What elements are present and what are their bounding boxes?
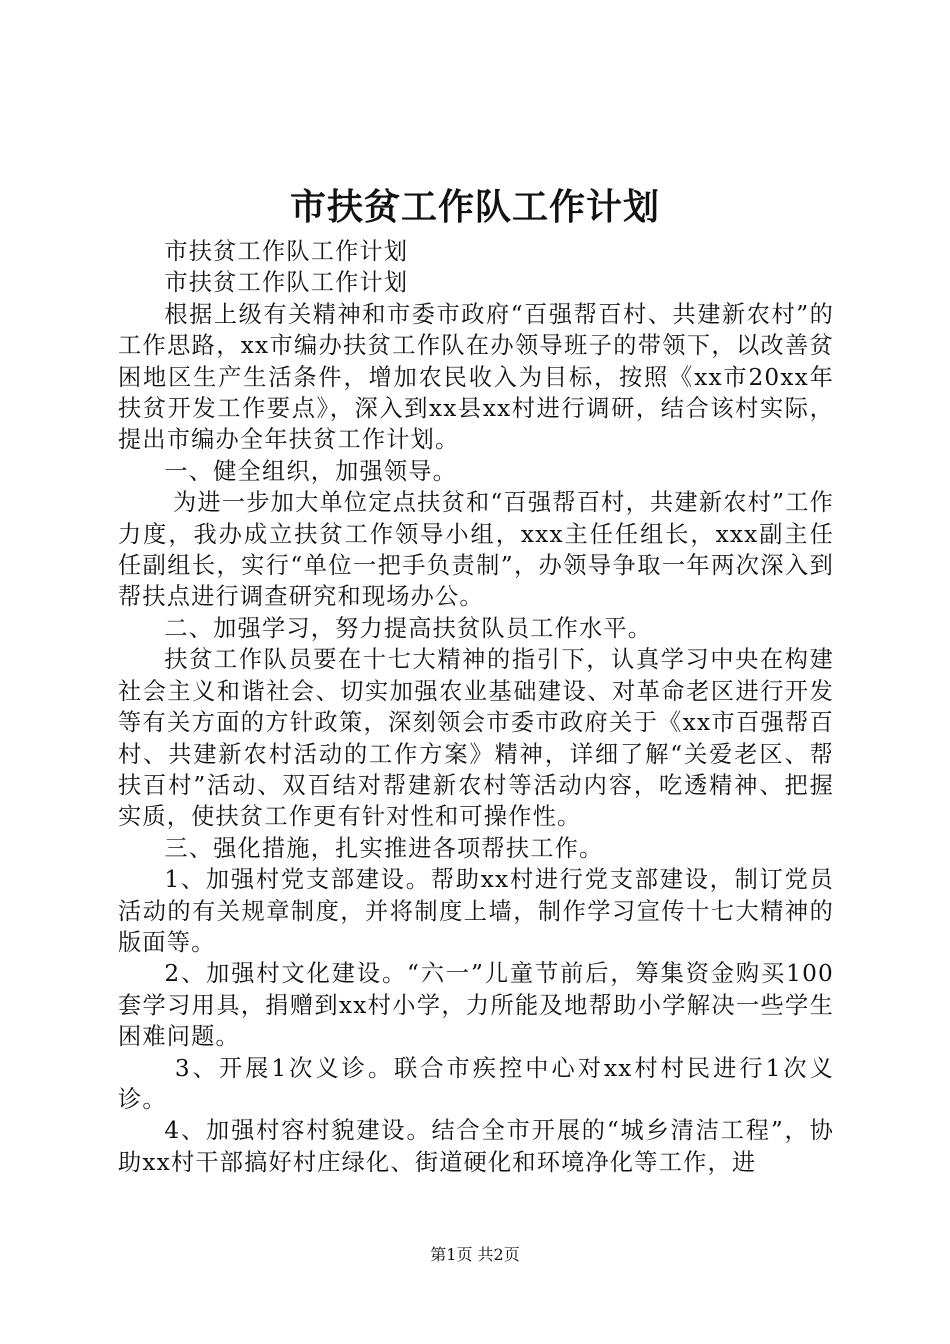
- document-body: [118, 236, 834, 1178]
- paragraph-section-2: 扶贫工作队员要在十七大精神的指引下，认真学习中央在构建社会主义和谐社会、切实加强农业基础建设、对革命老区进行开发等有关方面的方针政策，深刻领会市委市政府关于《xx市百强帮百村、共建新农村活动的工作方案》精神，详细了解“关爱老区、帮扶百村”活动、双百结对帮建新农村等活动内容，吃透精神、把握实质，使扶贫工作更有针对性和可操作性。: [118, 646, 834, 831]
- paragraph-item-2: 2、加强村文化建设。“六一”儿童节前后，筹集资金购买100套学习用具，捐赠到xx村小学，力所能及地帮助小学解决一些学生困难问题。: [118, 960, 834, 1051]
- paragraph-item-1: 1、加强村党支部建设。帮助xx村进行党支部建设，制订党员活动的有关规章制度，并将制度上墙，制作学习宣传十七大精神的版面等。: [118, 866, 834, 956]
- section-heading-1: 一、健全组织，加强领导。: [164, 457, 458, 485]
- section-heading-3: 三、强化措施，扎实推进各项帮扶工作。: [164, 834, 604, 862]
- document-title: 市扶贫工作队工作计划: [289, 186, 660, 228]
- paragraph-item-3: 3、开展1次义诊。联合市疾控中心对xx村村民进行1次义诊。: [118, 1054, 834, 1113]
- paragraph-intro: 根据上级有关精神和市委市政府“百强帮百村、共建新农村”的工作思路，xx市编办扶贫工作队在办领导班子的带领下，以改善贫困地区生产生活条件，增加农民收入为目标，按照《xx市20xx年扶贫开发工作要点》，深入到xx县xx村进行调研，结合该村实际，提出市编办全年扶贫工作计划。: [118, 300, 834, 454]
- section-heading-2: 二、加强学习，努力提高扶贫队员工作水平。: [164, 614, 653, 642]
- page-number-footer: 第1页 共2页: [430, 1245, 520, 1264]
- paragraph-item-4: 4、加强村容村貌建设。结合全市开展的“城乡清洁工程”，协助xx村干部搞好村庄绿化、街道硬化和环境净化等工作，进: [118, 1117, 834, 1176]
- paragraph-subtitle-1: 市扶贫工作队工作计划: [164, 238, 409, 265]
- paragraph-section-1: 为进一步加大单位定点扶贫和“百强帮百村，共建新农村”工作力度，我办成立扶贫工作领导小组，xxx主任任组长，xxx副主任任副组长，实行“单位一把手负责制”，办领导争取一年两次深入到帮扶点进行调查研究和现场办公。: [118, 489, 834, 611]
- paragraph-subtitle-2: 市扶贫工作队工作计划: [164, 269, 409, 297]
